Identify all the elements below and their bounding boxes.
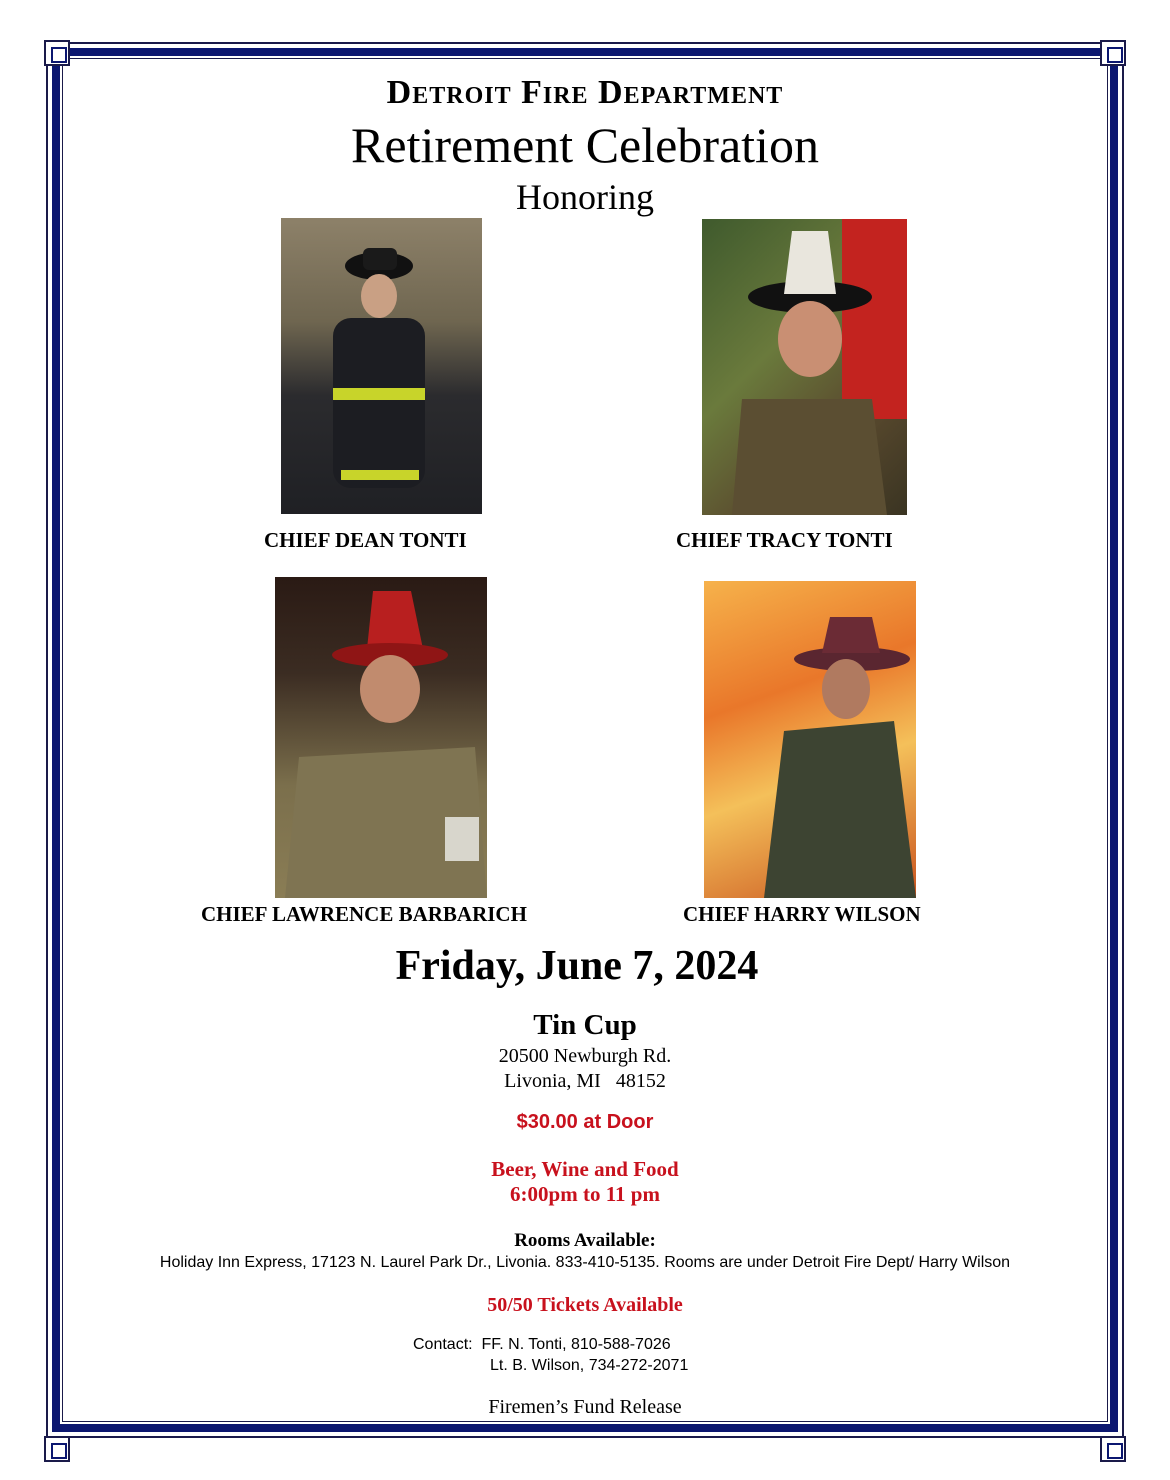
venue-name: Tin Cup: [533, 1009, 637, 1041]
event-title: Retirement Celebration: [351, 117, 819, 173]
honoree-name: CHIEF LAWRENCE BARBARICH: [201, 902, 527, 926]
food-offerings: Beer, Wine and Food: [491, 1157, 679, 1181]
honoree-name: CHIEF TRACY TONTI: [676, 528, 893, 552]
corner-ornament-top-left: [44, 40, 70, 66]
contact-block: [413, 1334, 688, 1376]
contact-line-2: Lt. B. Wilson, 734-272-2071: [490, 1357, 689, 1374]
ticket-price: $30.00 at Door: [516, 1111, 654, 1133]
rooms-details: Holiday Inn Express, 17123 N. Laurel Park Dr., Livonia. 833-410-5135. Rooms are under Detroit Fire Dept/ Harry Wilson: [159, 1254, 1011, 1271]
address-line-1: 20500 Newburgh Rd.: [498, 1045, 672, 1067]
department-title: Detroit Fire Department: [386, 74, 784, 111]
contact-line-1: FF. N. Tonti, 810-588-7026: [481, 1336, 671, 1353]
photo-lawrence-barbarich: [275, 577, 487, 898]
food-and-time: [0, 1157, 1170, 1207]
corner-ornament-bottom-right: [1100, 1436, 1126, 1462]
footer-note: Firemen’s Fund Release: [488, 1396, 682, 1418]
photo-tracy-tonti: [702, 219, 907, 515]
address-line-2: Livonia, MI 48152: [504, 1070, 666, 1092]
raffle-tickets: 50/50 Tickets Available: [487, 1294, 683, 1316]
rooms-heading: Rooms Available:: [514, 1230, 656, 1251]
honoring-label: Honoring: [516, 177, 654, 217]
honoree-name: CHIEF DEAN TONTI: [264, 528, 467, 552]
event-date: Friday, June 7, 2024: [395, 943, 759, 989]
photo-harry-wilson: [704, 581, 916, 898]
corner-ornament-bottom-left: [44, 1436, 70, 1462]
corner-ornament-top-right: [1100, 40, 1126, 66]
event-time: 6:00pm to 11 pm: [510, 1182, 660, 1206]
border-inner-line: [62, 58, 1108, 1422]
honoree-name: CHIEF HARRY WILSON: [683, 902, 921, 926]
contact-label: Contact:: [413, 1336, 473, 1353]
venue-address: [0, 1044, 1170, 1094]
photo-dean-tonti: [281, 218, 482, 514]
